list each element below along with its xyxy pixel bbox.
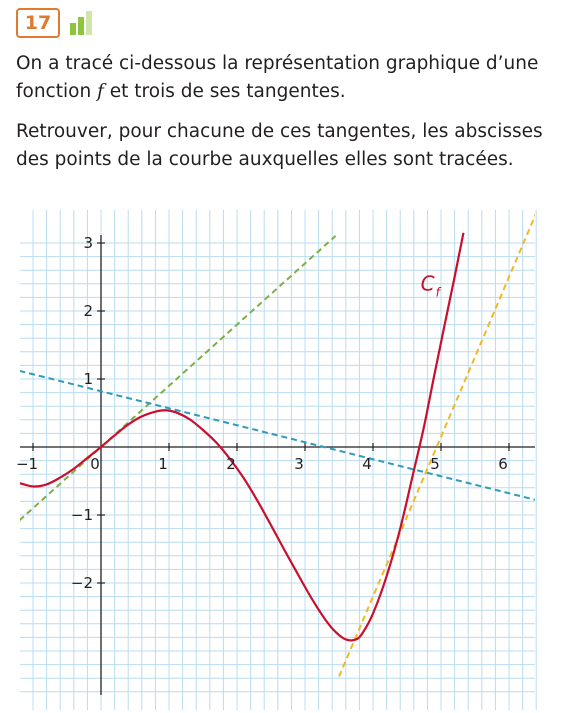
level-bar-2 bbox=[78, 17, 84, 35]
function-graph bbox=[0, 205, 563, 713]
y-tick-label: 3 bbox=[83, 234, 93, 252]
difficulty-level-bars-icon bbox=[70, 11, 92, 35]
curve-label: C bbox=[420, 271, 435, 296]
y-tick-label: 1 bbox=[83, 370, 93, 388]
function-name: f bbox=[97, 81, 104, 102]
x-tick-label: 2 bbox=[226, 455, 236, 473]
x-tick-label: 3 bbox=[294, 455, 304, 473]
statement-paragraph-2: Retrouver, pour chacune de ces tangentes, les abscisses des points de la courbe auxquelles elles sont tracées. bbox=[16, 121, 543, 170]
labels bbox=[16, 234, 508, 592]
x-tick-label: 6 bbox=[498, 455, 508, 473]
curve-label-subscript: f bbox=[435, 285, 440, 300]
x-tick-label: 0 bbox=[90, 455, 100, 473]
x-tick-label: 5 bbox=[430, 455, 440, 473]
statement-paragraph-1 bbox=[16, 50, 556, 106]
tangent-yellow bbox=[339, 213, 536, 676]
x-tick-label: 1 bbox=[158, 455, 168, 473]
exercise-number-badge: 17 bbox=[16, 8, 60, 38]
tangent-green bbox=[19, 236, 335, 521]
level-bar-3 bbox=[86, 11, 92, 35]
x-tick-label: −1 bbox=[15, 455, 39, 473]
statement-text-1a: On a tracé ci-dessous la représentation graphique d’une fonction bbox=[16, 53, 539, 102]
y-tick-label: −1 bbox=[70, 506, 93, 524]
y-tick-label: −2 bbox=[70, 574, 93, 592]
y-tick-label: 2 bbox=[83, 302, 93, 320]
exercise-header bbox=[16, 6, 92, 40]
level-bar-1 bbox=[70, 23, 76, 35]
statement-text-1b: et trois de ses tangentes. bbox=[103, 81, 346, 102]
x-tick-label: 4 bbox=[362, 455, 372, 473]
